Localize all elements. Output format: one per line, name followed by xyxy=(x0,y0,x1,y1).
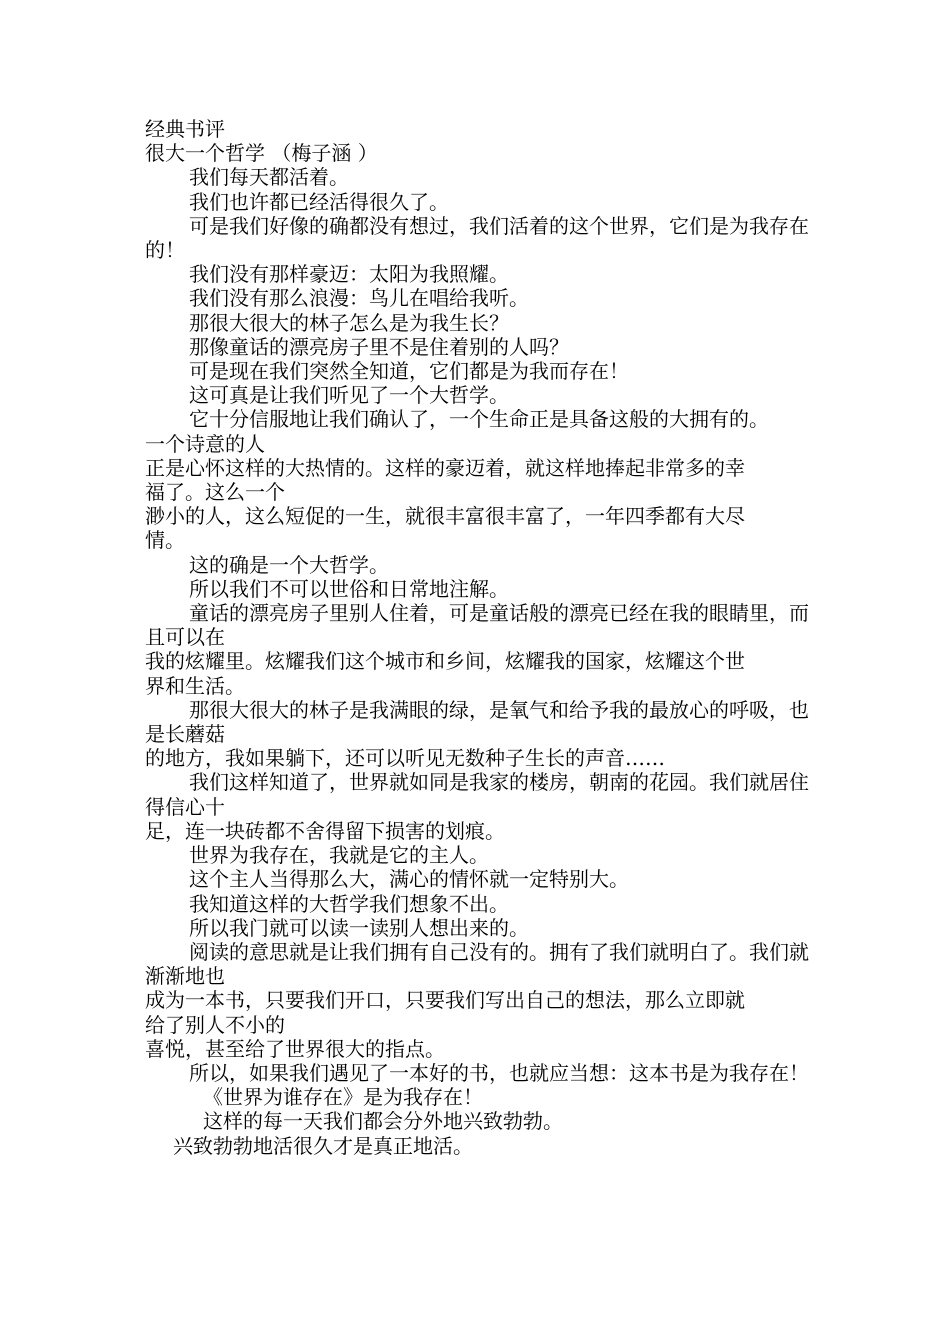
paragraph: 我们每天都活着。 xyxy=(189,165,349,190)
text-line: 我的炫耀里。炫耀我们这个城市和乡间，炫耀我的国家，炫耀这个世 xyxy=(145,649,745,674)
text-line: 情。 xyxy=(145,528,185,553)
paragraph: 我们没有那样豪迈：太阳为我照耀。 xyxy=(189,262,509,287)
paragraph: 这可真是让我们听见了一个大哲学。 xyxy=(189,383,509,408)
closing-line: 这样的每一天我们都会分外地兴致勃勃。 xyxy=(203,1109,563,1134)
paragraph: 那很大很大的林子怎么是为我生长？ xyxy=(189,310,509,335)
paragraph: 可是现在我们突然全知道，它们都是为我而存在！ xyxy=(189,359,629,384)
paragraph: 这的确是一个大哲学。 xyxy=(189,552,389,577)
closing-line: 《世界为谁存在》是为我存在！ xyxy=(203,1085,483,1110)
paragraph: 它十分信服地让我们确认了，一个生命正是具备这般的大拥有的。 xyxy=(189,407,769,432)
paragraph: 所以，如果我们遇见了一本好的书，也就应当想：这本书是为我存在！ xyxy=(189,1060,809,1085)
paragraph: 我们这样知道了，世界就如同是我家的楼房，朝南的花园。我们就居住得信心十 xyxy=(145,770,809,819)
text-line: 成为一本书，只要我们开口，只要我们写出自己的想法，那么立即就 xyxy=(145,988,745,1013)
article-title: 很大一个哲学 （梅子涵 ） xyxy=(145,141,378,166)
text-line: 给了别人不小的 xyxy=(145,1012,285,1037)
paragraph: 我知道这样的大哲学我们想象不出。 xyxy=(189,891,509,916)
paragraph: 那很大很大的林子是我满眼的绿，是氧气和给予我的最放心的呼吸，也是长蘑菇 xyxy=(145,697,809,747)
text-line: 的地方，我如果躺下，还可以听见无数种子生长的声音…… xyxy=(145,746,665,771)
paragraph: 可是我们好像的确都没有想过，我们活着的这个世界，它们是为我存在的！ xyxy=(145,213,809,263)
paragraph: 这个主人当得那么大，满心的情怀就一定特别大。 xyxy=(189,867,629,892)
text-line: 界和生活。 xyxy=(145,673,245,698)
paragraph: 我们没有那么浪漫：鸟儿在唱给我听。 xyxy=(189,286,529,311)
paragraph: 所以我门就可以读一读别人想出来的。 xyxy=(189,915,529,940)
paragraph: 世界为我存在，我就是它的主人。 xyxy=(189,843,489,868)
closing-line: 兴致勃勃地活很久才是真正地活。 xyxy=(173,1133,473,1158)
text-line: 一个诗意的人 xyxy=(145,431,265,456)
paragraph: 童话的漂亮房子里别人住着，可是童话般的漂亮已经在我的眼睛里，而且可以在 xyxy=(145,601,809,650)
text-line: 喜悦，甚至给了世界很大的指点。 xyxy=(145,1036,445,1061)
text-line: 福了。这么一个 xyxy=(145,480,285,505)
text-line: 足，连一块砖都不舍得留下损害的划痕。 xyxy=(145,818,505,843)
paragraph: 我们也许都已经活得很久了。 xyxy=(189,189,449,214)
document-body xyxy=(145,117,815,1158)
text-line: 正是心怀这样的大热情的。这样的豪迈着，就这样地捧起非常多的幸 xyxy=(145,455,745,480)
paragraph: 所以我们不可以世俗和日常地注解。 xyxy=(189,576,509,601)
paragraph: 阅读的意思就是让我们拥有自己没有的。拥有了我们就明白了。我们就渐渐地也 xyxy=(145,939,809,989)
paragraph: 那像童话的漂亮房子里不是住着别的人吗？ xyxy=(189,334,569,359)
text-line: 渺小的人，这么短促的一生，就很丰富很丰富了，一年四季都有大尽 xyxy=(145,504,745,529)
section-heading: 经典书评 xyxy=(145,117,225,141)
